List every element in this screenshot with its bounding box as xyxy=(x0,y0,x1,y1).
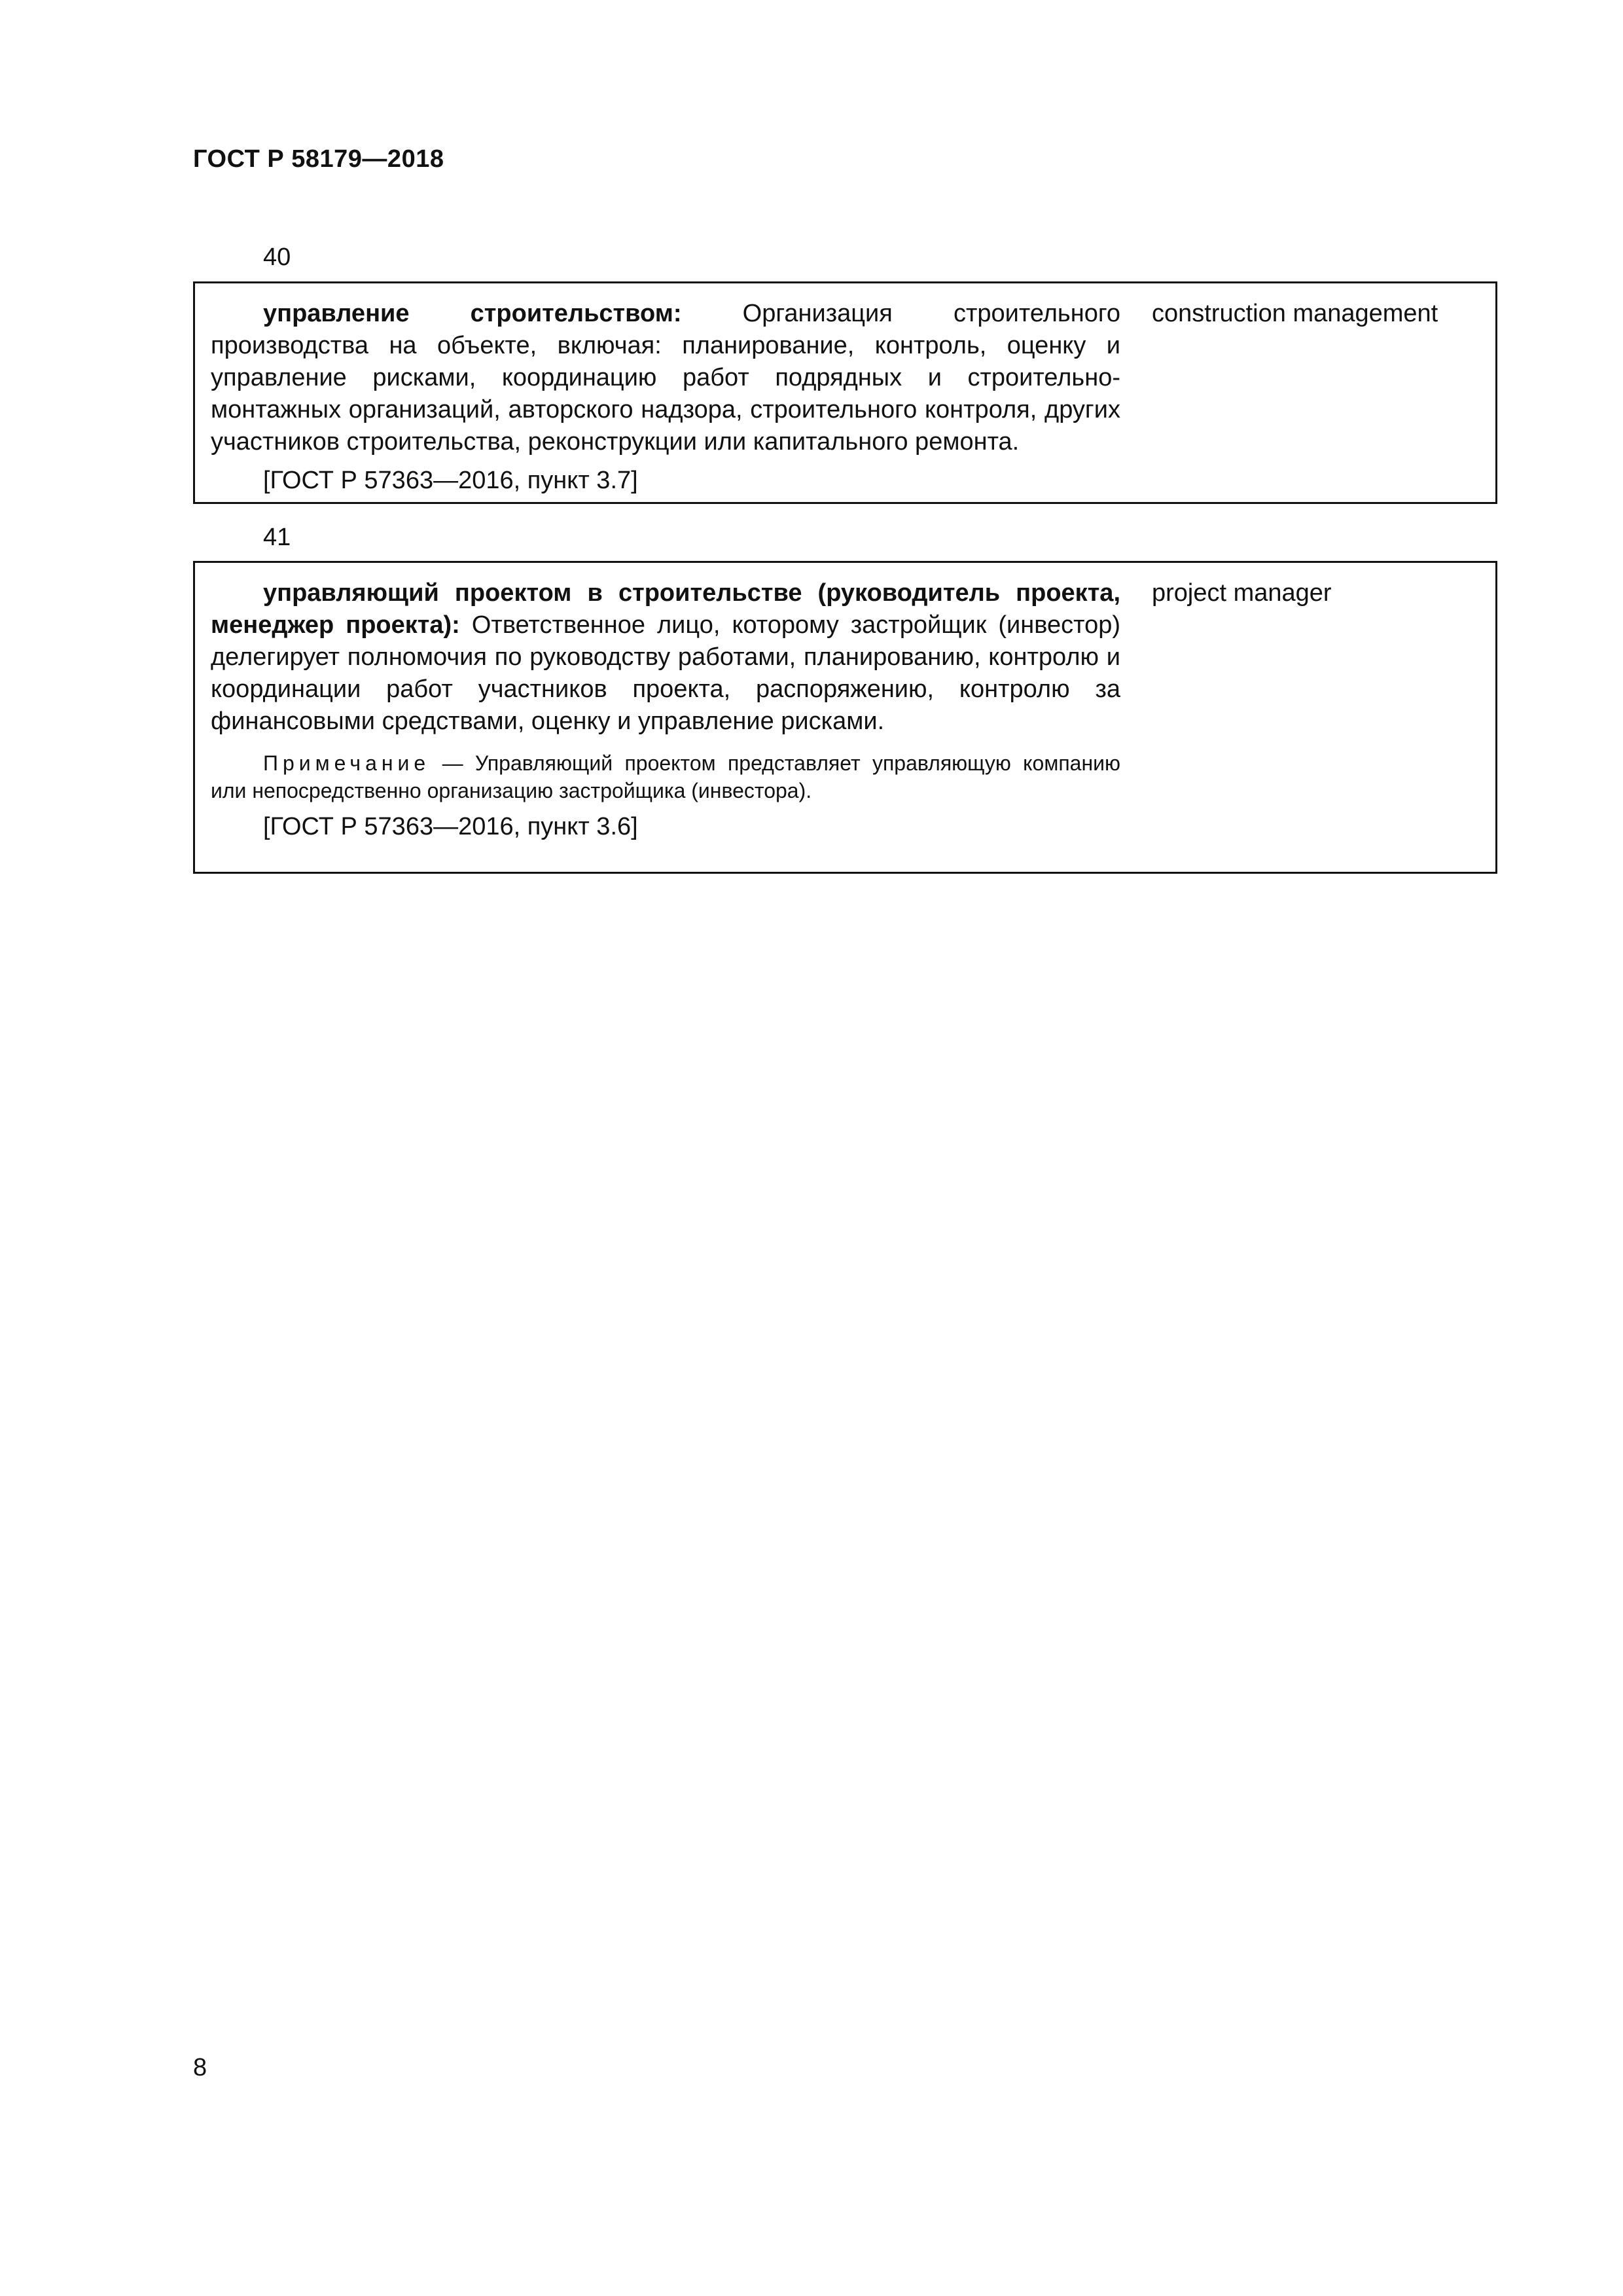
term-note xyxy=(211,749,1120,804)
term-entry-41 xyxy=(193,561,1497,874)
note-text: — Управляющий проектом представляет управляющую компанию или непосредственно организацию застройщика (инвестора). xyxy=(211,751,1121,802)
term-number: 40 xyxy=(263,243,291,271)
term-entry-40 xyxy=(193,281,1497,504)
term-definition-text: Ответственное лицо, которому застройщик (инвестор) делегирует полномочия по руководству работами, планированию, контролю и координации работ участников проекта, распоряжению, контролю за финансовыми средствами, оценку и управление рисками. xyxy=(211,611,1120,735)
term-english: project manager xyxy=(1152,579,1332,607)
note-label: Примечание xyxy=(263,751,431,775)
term-definition xyxy=(211,577,1120,843)
term-definition xyxy=(211,298,1120,497)
term-definition-text: Организация строительного производства на объекте, включая: планирование, контроль, оценку и управление рисками, координацию работ подрядных и строительно-монтажных организаций, авторского надзора, строительного контроля, других участников строительства, реконструкции или капитального ремонта. xyxy=(211,300,1121,456)
term-name: управляющий проектом в строительстве (руководитель проекта, менеджер проекта): xyxy=(211,579,1120,639)
term-name: управление строительством: xyxy=(263,300,682,327)
document-header: ГОСТ Р 58179—2018 xyxy=(193,145,444,173)
term-source: [ГОСТ Р 57363—2016, пункт 3.6] xyxy=(263,813,638,840)
term-number: 41 xyxy=(263,524,291,551)
term-english: construction management xyxy=(1152,300,1438,327)
page-number: 8 xyxy=(193,2054,207,2081)
term-source: [ГОСТ Р 57363—2016, пункт 3.7] xyxy=(263,467,638,494)
